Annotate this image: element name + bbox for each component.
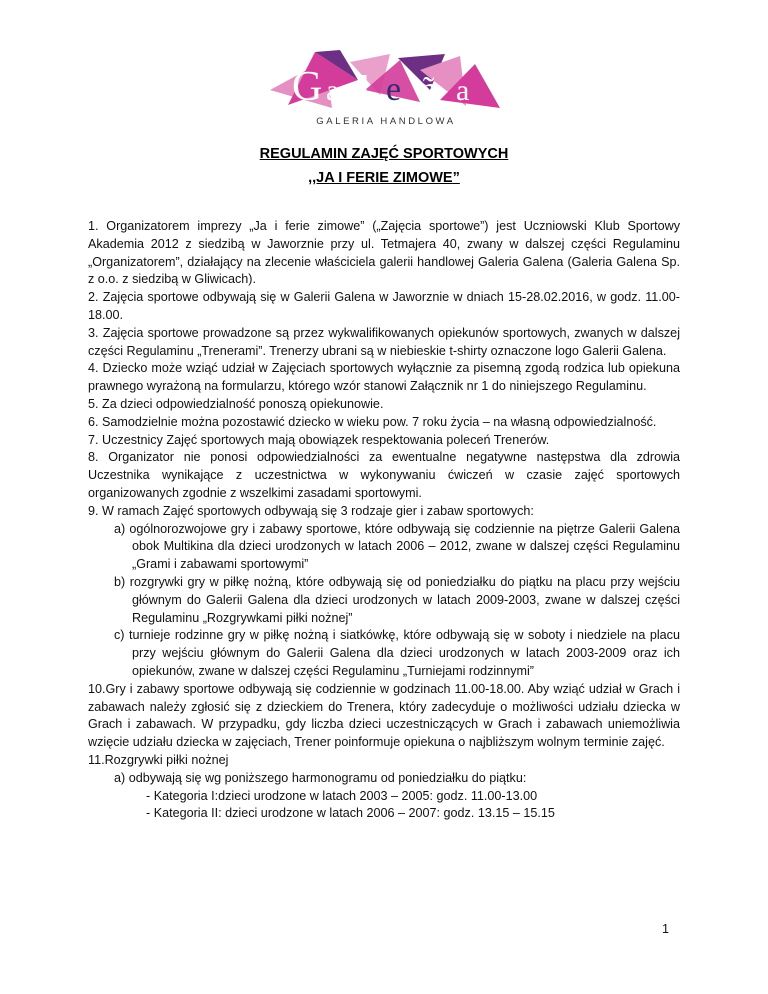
logo-letter-a2: a	[456, 74, 470, 107]
document-subtitle: ,,JA I FERIE ZIMOWE”	[308, 170, 460, 186]
paragraph-7: 7. Uczestnicy Zajęć sportowych mają obowiązek respektowania poleceń Trenerów.	[88, 432, 550, 447]
logo-letter-n: ñ	[420, 71, 437, 108]
list-item-9a: a) ogólnorozwojowe gry i zabawy sportowe, które odbywają się codziennie na piętrze Galerii Galena obok Multikina dla dzieci urodzonych w latach 2006 – 2012, zwane w dalszej części Regulaminu „Grami i zabawami sportowymi”	[114, 521, 680, 572]
list-item-11a: a) odbywają się wg poniższego harmonogramu od poniedziałku do piątku:	[114, 770, 527, 785]
galena-logo	[270, 50, 502, 140]
schedule-item-2: - Kategoria II: dzieci urodzone w latach 2006 – 2007: godz. 13.15 – 15.15	[146, 806, 555, 821]
logo-letter-l: l	[360, 68, 371, 108]
document-title: REGULAMIN ZAJĘĆ SPORTOWYCH	[259, 146, 509, 162]
logo-letter-a1: a	[326, 74, 340, 107]
paragraph-9: 9. W ramach Zajęć sportowych odbywają się 3 rodzaje gier i zabaw sportowych:	[88, 503, 534, 518]
logo-letter-e: e	[386, 71, 402, 108]
logo-graphic	[270, 50, 502, 116]
schedule-item-1: - Kategoria I:dzieci urodzone w latach 2003 – 2005: godz. 11.00-13.00	[146, 788, 538, 803]
paragraph-10: 10.Gry i zabawy sportowe odbywają się codziennie w godzinach 11.00-18.00. Aby wziąć udział w Grach i zabawach należy zgłosić się z dzieckiem do Trenera, który zadecyduje o możliwości udziału dziecka w Grach i zabawach. W przypadku, gdy liczba dzieci uczestniczących w Grach i zabawach uniemożliwia wzięcie udziału dziecka w zajęciach, Trener poinformuje opiekuna o najbliższym wolnym terminie zajęć.	[88, 681, 680, 750]
list-item-9c: c) turnieje rodzinne gry w piłkę nożną i siatkówkę, które odbywają się w soboty i niedziele na placu przy wejściu głównym do Galerii Galena dla dzieci urodzonych w latach 2003-2009 oraz ich opiekunów, zwane w dalszej części Regulaminu „Turniejami rodzinnymi”	[114, 628, 680, 678]
logo-letter-g: G	[292, 64, 323, 110]
paragraph-4: 4. Dziecko może wziąć udział w Zajęciach sportowych wyłącznie za pisemną zgodą rodzica lub opiekuna prawnego wyrażoną na formularzu, którego wzór stanowi Załącznik nr 1 do niniejszego Regulaminu.	[88, 361, 680, 394]
list-item-9b: b) rozgrywki gry w piłkę nożną, które odbywają się od poniedziałku do piątku na placu przy wejściu głównym do Galerii Galena dla dzieci urodzonych w latach 2009-2003, zwane w dalszej części Regulaminu „Rozgrywkami piłki nożnej”	[114, 574, 680, 625]
paragraph-3: 3. Zajęcia sportowe prowadzone są przez wykwalifikowanych opiekunów sportowych, zwanych w dalszej części Regulaminu „Trenerami”. Trenerzy ubrani są w niebieskie t-shirty oznaczone logo Galerii Galena.	[88, 325, 680, 358]
regulations-body	[88, 218, 680, 823]
logo-subtitle: GALERIA HANDLOWA	[316, 116, 456, 127]
page-number: 1	[662, 922, 670, 936]
paragraph-1: 1. Organizatorem imprezy „Ja i ferie zimowe” („Zajęcia sportowe”) jest Uczniowski Klub Sportowy Akademia 2012 z siedzibą w Jaworznie przy ul. Tetmajera 40, zwany w dalszej części Regulaminu „Organizatorem”, działający na zlecenie właściciela galerii handlowej Galeria Galena (Galeria Galena Sp. z o.o. z siedzibą w Gliwicach).	[88, 219, 680, 287]
paragraph-2: 2. Zajęcia sportowe odbywają się w Galerii Galena w Jaworznie w dniach 15-28.02.2016, w godz. 11.00-18.00.	[88, 290, 680, 322]
paragraph-11: 11.Rozgrywki piłki nożnej	[88, 752, 229, 767]
paragraph-5: 5. Za dzieci odpowiedzialność ponoszą opiekunowie.	[88, 396, 384, 411]
paragraph-8: 8. Organizator nie ponosi odpowiedzialności za ewentualne negatywne następstwa dla zdrowia Uczestnika wynikające z uczestnictwa w wykonywaniu ćwiczeń w czasie zajęć sportowych organizowanych zgodnie z wszelkimi zasadami sportowymi.	[88, 450, 680, 500]
paragraph-6: 6. Samodzielnie można pozostawić dziecko w wieku pow. 7 roku życia – na własną odpowiedzialność.	[88, 414, 657, 429]
